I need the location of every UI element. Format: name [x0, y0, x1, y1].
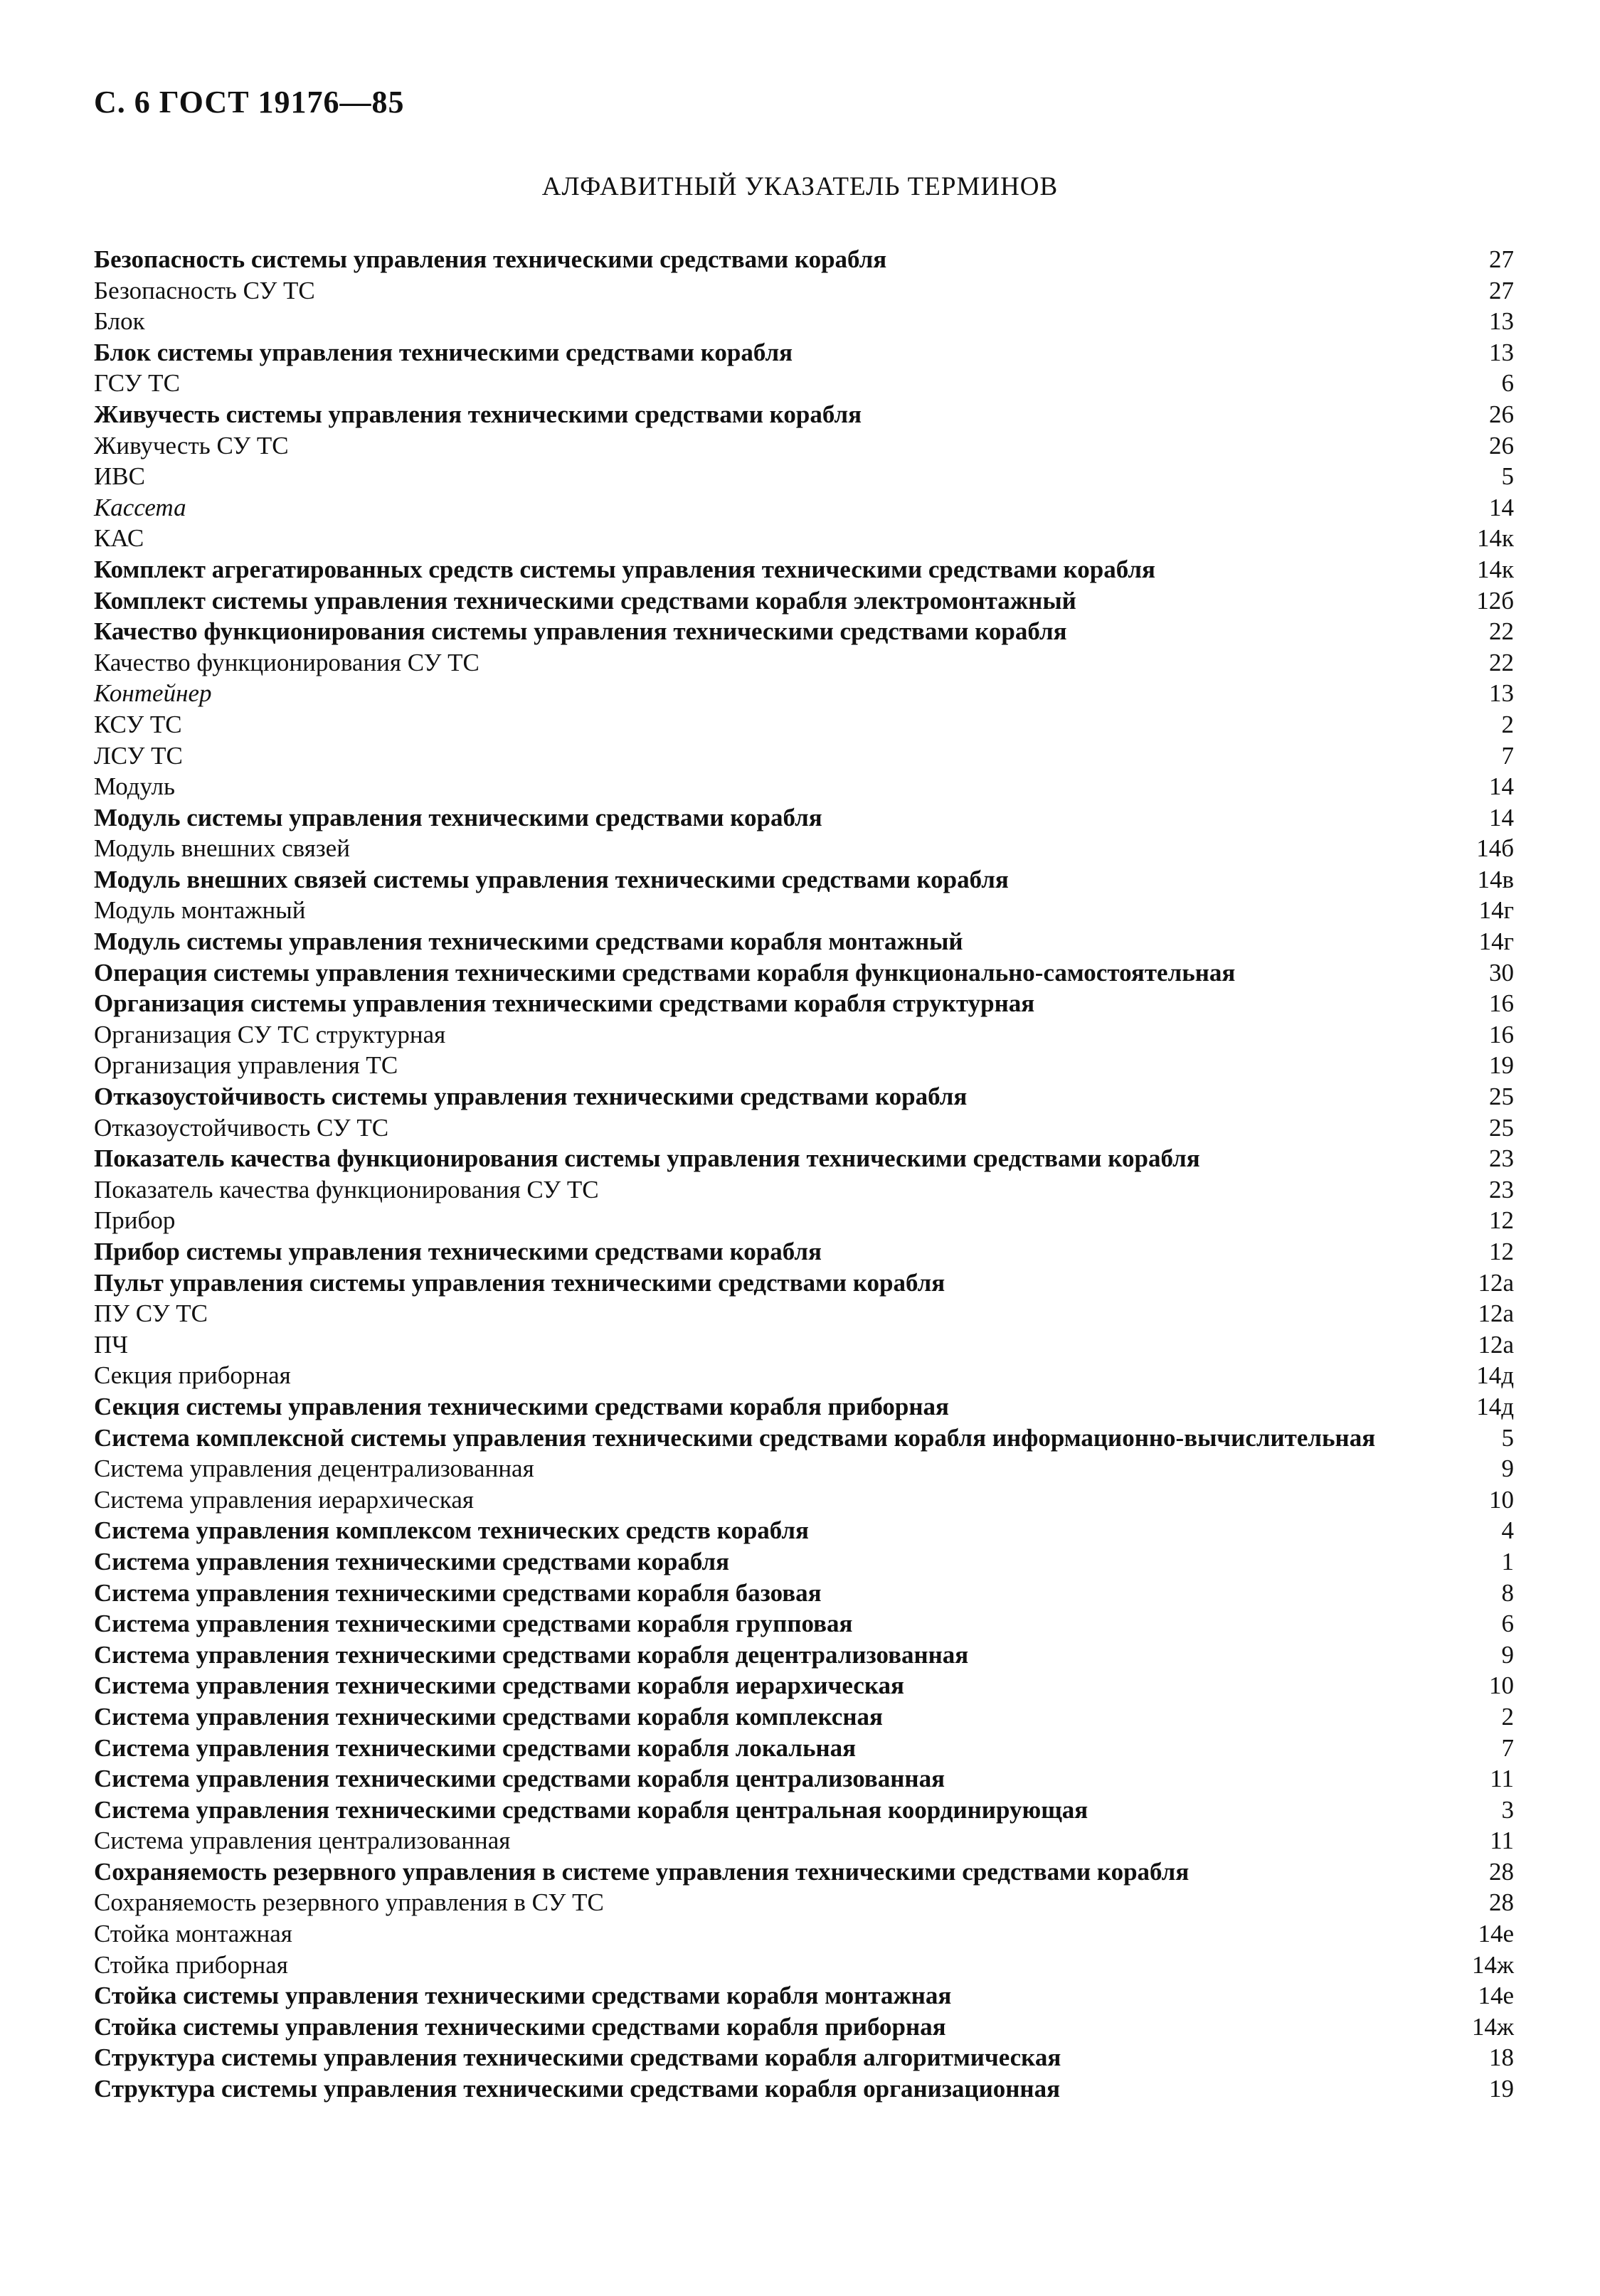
entry-reference-number: 14д: [1476, 1392, 1514, 1420]
entry-term: ПУ СУ ТС: [94, 1300, 208, 1328]
entry-term: Показатель качества функционирования системы управления техническими средствами корабля: [94, 1144, 1200, 1173]
index-entry: [94, 244, 1514, 275]
index-entry: [94, 1763, 1514, 1795]
entry-term: Качество функционирования СУ ТС: [94, 648, 480, 676]
index-entry: [94, 678, 1514, 709]
index-entry: [94, 1795, 1514, 1826]
entry-term: Система управления техническими средствами корабля локальная: [94, 1733, 857, 1762]
entry-term: Кассета: [94, 493, 186, 521]
index-entry: [94, 1546, 1514, 1578]
entry-term: Контейнер: [94, 679, 212, 708]
entry-term: Организация управления ТС: [94, 1051, 398, 1080]
entry-term: Модуль системы управления техническими средствами корабля: [94, 803, 822, 831]
page-header: С. 6 ГОСТ 19176—85: [94, 85, 405, 119]
entry-term: Отказоустойчивость СУ ТС: [94, 1113, 389, 1142]
entry-reference-number: 22: [1489, 617, 1514, 646]
index-entry: [94, 1174, 1514, 1206]
index-entry: [94, 833, 1514, 864]
entry-reference-number: 14к: [1476, 524, 1514, 553]
entry-reference-number: 7: [1501, 741, 1514, 770]
index-entry: [94, 2042, 1514, 2073]
index-entry: [94, 1423, 1514, 1454]
entry-reference-number: 30: [1489, 958, 1514, 987]
entry-term: Стойка системы управления техническими средствами корабля приборная: [94, 2012, 946, 2041]
entry-reference-number: 19: [1489, 1051, 1514, 1080]
entry-reference-number: 14ж: [1471, 2012, 1514, 2041]
entry-term: Операция системы управления техническими средствами корабля функционально-самостоятельная: [94, 958, 1236, 987]
entry-reference-number: 14г: [1478, 896, 1514, 925]
entry-reference-number: 27: [1489, 245, 1514, 273]
entry-term: Модуль внешних связей системы управления техническими средствами корабля: [94, 865, 1009, 893]
entry-term: Секция системы управления техническими средствами корабля приборная: [94, 1392, 949, 1420]
entry-term: Стойка системы управления техническими средствами корабля монтажная: [94, 1982, 952, 2010]
entry-term: Система управления иерархическая: [94, 1485, 474, 1514]
entry-term: Блок: [94, 307, 145, 336]
index-entry: [94, 1484, 1514, 1516]
entry-term: ГСУ ТС: [94, 369, 180, 398]
entry-term: Прибор: [94, 1206, 176, 1235]
index-entry: [94, 1701, 1514, 1733]
entry-reference-number: 14: [1489, 493, 1514, 521]
entry-term: Система управления техническими средствами корабля базовая: [94, 1578, 822, 1607]
entry-term: Система управления техническими средствами корабля: [94, 1547, 730, 1575]
entry-reference-number: 3: [1501, 1795, 1514, 1824]
entry-reference-number: 2: [1501, 1702, 1514, 1731]
index-entry: [94, 647, 1514, 679]
entry-term: Безопасность СУ ТС: [94, 276, 315, 304]
index-entry: [94, 368, 1514, 399]
index-entry: [94, 802, 1514, 834]
entry-reference-number: 6: [1501, 369, 1514, 398]
entry-reference-number: 14к: [1476, 555, 1514, 583]
index-entry: [94, 1360, 1514, 1391]
entry-term: Прибор системы управления техническими средствами корабля: [94, 1238, 822, 1265]
index-entry: [94, 895, 1514, 926]
index-entry: [94, 1950, 1514, 1981]
entry-reference-number: 23: [1489, 1175, 1514, 1203]
index-entry: [94, 1081, 1514, 1112]
index-entry: [94, 306, 1514, 337]
entry-term: Сохраняемость резервного управления в системе управления техническими средствами корабля: [94, 1857, 1190, 1886]
entry-reference-number: 5: [1501, 1423, 1514, 1452]
entry-term: Комплект системы управления техническими средствами корабля электромонтажный: [94, 586, 1076, 615]
entry-reference-number: 1: [1501, 1547, 1514, 1575]
index-entry: [94, 1887, 1514, 1918]
entry-reference-number: 14: [1489, 803, 1514, 831]
index-entry: [94, 1267, 1514, 1299]
index-entry: [94, 554, 1514, 585]
entry-term: Модуль внешних связей: [94, 834, 350, 863]
entry-reference-number: 13: [1489, 338, 1514, 366]
entry-term: Качество функционирования системы управления техническими средствами корабля: [94, 617, 1067, 646]
entry-reference-number: 12а: [1478, 1268, 1514, 1297]
entry-reference-number: 11: [1490, 1827, 1514, 1855]
entry-term: Живучесть СУ ТС: [94, 431, 289, 459]
entry-term: Комплект агрегатированных средств системы управления техническими средствами корабля: [94, 555, 1155, 583]
entry-term: Структура системы управления техническими средствами корабля организационная: [94, 2075, 1061, 2103]
index-entry: [94, 1298, 1514, 1329]
entry-reference-number: 12: [1489, 1206, 1514, 1235]
entry-term: Система управления техническими средствами корабля децентрализованная: [94, 1640, 969, 1669]
entry-reference-number: 12а: [1478, 1330, 1514, 1359]
index-entry: [94, 926, 1514, 957]
index-entry: [94, 1329, 1514, 1361]
entry-term: Отказоустойчивость системы управления техническими средствами корабля: [94, 1083, 968, 1111]
entry-term: Система управления централизованная: [94, 1827, 511, 1855]
index-entry: [94, 1143, 1514, 1174]
index-entry: [94, 337, 1514, 368]
entry-term: Сохраняемость резервного управления в СУ ТС: [94, 1888, 604, 1917]
index-entry: [94, 2011, 1514, 2043]
entry-term: Система управления техническими средствами корабля центральная координирующая: [94, 1795, 1088, 1824]
entry-reference-number: 18: [1489, 2043, 1514, 2072]
entry-term: ЛСУ ТС: [94, 741, 183, 770]
index-title: АЛФАВИТНЫЙ УКАЗАТЕЛЬ ТЕРМИНОВ: [541, 172, 1059, 201]
entry-term: Секция приборная: [94, 1361, 291, 1390]
entry-reference-number: 12: [1489, 1238, 1514, 1265]
entry-term: Показатель качества функционирования СУ ТС: [94, 1175, 599, 1203]
index-entry: [94, 461, 1514, 492]
entry-reference-number: 16: [1489, 1020, 1514, 1048]
index-entry: [94, 1825, 1514, 1856]
entry-term: ИВС: [94, 462, 145, 491]
entry-reference-number: 9: [1501, 1640, 1514, 1669]
entry-term: ПЧ: [94, 1330, 129, 1359]
entry-reference-number: 25: [1489, 1083, 1514, 1111]
entry-reference-number: 4: [1501, 1516, 1514, 1545]
entry-term: Модуль монтажный: [94, 896, 306, 925]
index-entry: [94, 1050, 1514, 1081]
entry-reference-number: 6: [1501, 1610, 1514, 1638]
index-entry: [94, 2073, 1514, 2105]
entry-term: Стойка приборная: [94, 1950, 288, 1979]
index-entry: [94, 399, 1514, 430]
index-entry: [94, 1236, 1514, 1267]
entry-term: Живучесть системы управления техническими средствами корабля: [94, 400, 862, 428]
entry-reference-number: 5: [1501, 462, 1514, 491]
entry-reference-number: 25: [1489, 1113, 1514, 1142]
index-entry: [94, 1980, 1514, 2011]
entry-reference-number: 22: [1489, 648, 1514, 676]
entry-reference-number: 9: [1501, 1455, 1514, 1483]
entry-term: Модуль системы управления техническими средствами корабля монтажный: [94, 928, 963, 956]
entry-reference-number: 7: [1501, 1733, 1514, 1762]
index-entry: [94, 864, 1514, 895]
index-entry: [94, 957, 1514, 989]
index-entry: [94, 585, 1514, 617]
entry-term: Система управления децентрализованная: [94, 1455, 534, 1483]
index-entry: [94, 275, 1514, 307]
entry-term: Безопасность системы управления техническими средствами корабля: [94, 245, 887, 273]
term-index-list: [94, 244, 1514, 2105]
entry-reference-number: 14е: [1478, 1920, 1514, 1948]
entry-reference-number: 14: [1489, 772, 1514, 801]
entry-reference-number: 23: [1489, 1144, 1514, 1173]
entry-term: Стойка монтажная: [94, 1920, 292, 1948]
index-entry: [94, 771, 1514, 802]
index-entry: [94, 1205, 1514, 1236]
entry-reference-number: 28: [1489, 1888, 1514, 1917]
index-entry: [94, 492, 1514, 523]
entry-reference-number: 26: [1489, 431, 1514, 459]
entry-term: КАС: [94, 524, 144, 553]
entry-term: Структура системы управления техническими средствами корабля алгоритмическая: [94, 2043, 1061, 2072]
entry-reference-number: 14б: [1476, 834, 1514, 863]
index-entry: [94, 1019, 1514, 1051]
entry-term: Модуль: [94, 772, 175, 801]
entry-reference-number: 28: [1489, 1857, 1514, 1886]
entry-term: Пульт управления системы управления техническими средствами корабля: [94, 1268, 945, 1297]
index-entry: [94, 1918, 1514, 1950]
entry-term: Организация СУ ТС структурная: [94, 1020, 446, 1048]
entry-term: Система управления техническими средствами корабля иерархическая: [94, 1671, 904, 1700]
index-entry: [94, 1856, 1514, 1888]
entry-reference-number: 16: [1489, 989, 1514, 1018]
entry-reference-number: 10: [1489, 1671, 1514, 1700]
entry-term: Система управления комплексом технических средств корабля: [94, 1516, 809, 1545]
entry-reference-number: 8: [1501, 1578, 1514, 1607]
index-entry: [94, 1515, 1514, 1546]
index-entry: [94, 1453, 1514, 1484]
entry-reference-number: 27: [1489, 276, 1514, 304]
entry-term: КСУ ТС: [94, 710, 182, 738]
index-entry: [94, 1578, 1514, 1609]
entry-reference-number: 10: [1489, 1485, 1514, 1514]
entry-reference-number: 14е: [1478, 1982, 1514, 2010]
index-entry: [94, 430, 1514, 462]
entry-reference-number: 13: [1489, 679, 1514, 708]
index-entry: [94, 988, 1514, 1019]
entry-term: Блок системы управления техническими средствами корабля: [94, 338, 793, 366]
entry-reference-number: 14д: [1476, 1361, 1514, 1390]
index-entry: [94, 1639, 1514, 1671]
entry-reference-number: 11: [1490, 1765, 1514, 1793]
index-entry: [94, 523, 1514, 554]
index-entry: [94, 1391, 1514, 1423]
index-entry: [94, 709, 1514, 740]
entry-reference-number: 19: [1489, 2075, 1514, 2103]
index-entry: [94, 1733, 1514, 1764]
entry-reference-number: 12а: [1478, 1300, 1514, 1328]
entry-reference-number: 14в: [1477, 865, 1514, 893]
entry-reference-number: 12б: [1476, 586, 1514, 615]
entry-reference-number: 2: [1501, 710, 1514, 738]
entry-term: Организация системы управления техническими средствами корабля структурная: [94, 989, 1035, 1018]
entry-reference-number: 13: [1489, 307, 1514, 336]
entry-reference-number: 26: [1489, 400, 1514, 428]
index-entry: [94, 1112, 1514, 1144]
index-entry: [94, 1608, 1514, 1639]
index-entry: [94, 740, 1514, 772]
index-entry: [94, 1670, 1514, 1701]
entry-reference-number: 14ж: [1471, 1950, 1514, 1979]
entry-term: Система комплексной системы управления техническими средствами корабля информационно-вычислительная: [94, 1423, 1376, 1452]
index-entry: [94, 616, 1514, 647]
entry-term: Система управления техническими средствами корабля централизованная: [94, 1765, 945, 1793]
entry-reference-number: 14г: [1478, 928, 1514, 956]
entry-term: Система управления техническими средствами корабля комплексная: [94, 1702, 883, 1731]
entry-term: Система управления техническими средствами корабля групповая: [94, 1610, 853, 1638]
